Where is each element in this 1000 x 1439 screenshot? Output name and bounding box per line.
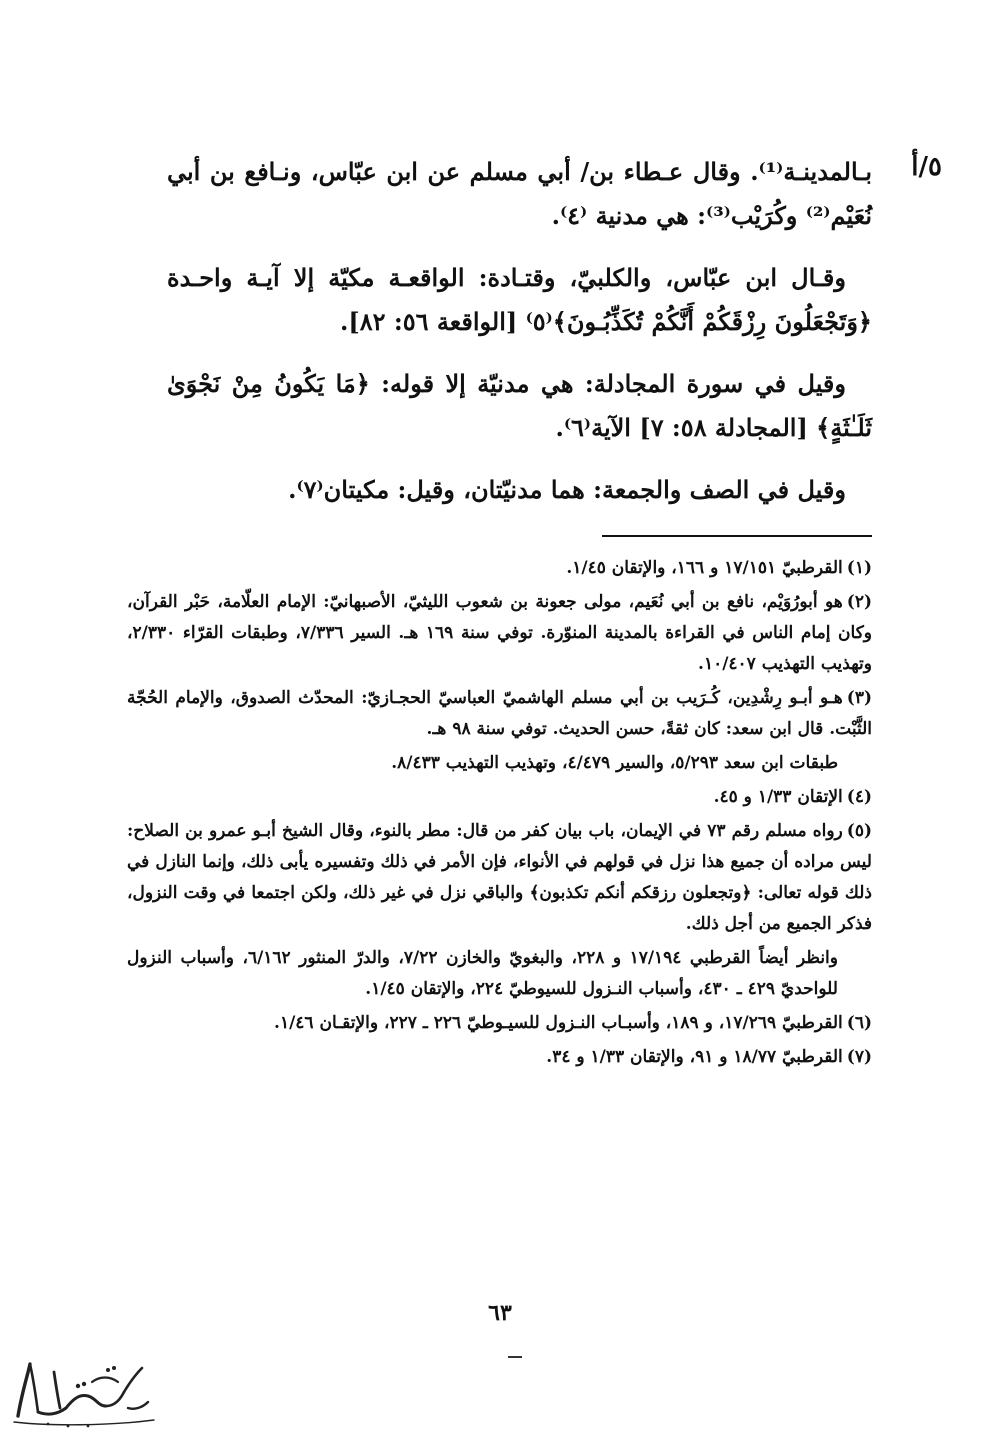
calligraphy-logo-icon	[8, 1352, 158, 1434]
paragraph-4: وقيل في الصف والجمعة: هما مدنيّتان، وقيل: مكيتان⁽٧⁾.	[288, 475, 846, 504]
footnote-5-references: وانظر أيضاً القرطبي ١٧/١٩٤ و ٢٢٨، والبغويّ والخازن ٧/٢٢، والدرّ المنثور ٦/١٦٢، وأسباب النزول للواحديّ ٤٢٩ ـ ٤٣٠، وأسباب النـزول للسيوطيّ ٢٢٤، والإتقان ١/٤٥.	[127, 948, 838, 999]
footnote-3: (٣)هـو أبـو رِشْدِين، كُـرَيب بن أبي مسلم الهاشميّ العباسيّ الحجـازيّ: المحدّث الصدوق، والإمام الحُجّة الثَّبْت. قال ابن سعد: كان ثقةً، حسن الحديث. توفي سنة ٩٨ هـ.	[127, 688, 872, 739]
footnote-1: (١)القرطبيّ ١٧/١٥١ و ١٦٦، والإتقان ١/٤٥.	[566, 558, 872, 578]
main-text	[167, 150, 872, 530]
paragraph-2: وقـال ابن عبّاس، والكلبيّ، وقتـادة: الواقعـة مكيّة إلا آيـة واحـدة ﴿وَتَجْعَلُونَ رِزْقَكُمْ أَنَّكُمْ تُكَذِّبُـونَ﴾⁽٥⁾ [الواقعة ٥٦: ٨٢].	[167, 263, 872, 336]
manuscript-folio-marker: ٥/أ	[911, 152, 942, 182]
footnote-3-sources: طبقات ابن سعد ٥/٢٩٣، والسير ٤/٤٧٩، وتهذيب التهذيب ٨/٤٣٣.	[391, 753, 838, 773]
page-number: ٦٣	[488, 1300, 512, 1326]
footnote-4: (٤)الإتقان ١/٣٣ و ٤٥.	[713, 787, 872, 807]
page-number-dash	[508, 1356, 522, 1358]
footnote-7: (٧)القرطبيّ ١٨/٧٧ و ٩١، والإتقان ١/٣٣ و ٣٤.	[546, 1047, 872, 1067]
footnote-5: (٥)رواه مسلم رقم ٧٣ في الإيمان، باب بيان كفر من قال: مطر بالنوء، وقال الشيخ أبـو عمرو بن الصلاح: ليس مراده أن جميع هذا نزل في قولهم في الأنواء، فإن الأمر في ذلك وتفسيره يأبى ذلك، وإنما النازل في ذلك قوله تعالى: ﴿وتجعلون رزقكم أنكم تكذبون﴾ والباقي نزل في غير ذلك، ولكن اجتمعا في وقت النزول، فذكر الجميع من أجل ذلك.	[127, 821, 873, 934]
footnote-6: (٦)القرطبيّ ١٧/٢٦٩، و ١٨٩، وأسبـاب النـزول للسيـوطيّ ٢٢٦ ـ ٢٢٧، والإتقـان ١/٤٦.	[274, 1013, 872, 1033]
paragraph-3: وقيل في سورة المجادلة: هي مدنيّة إلا قوله: ﴿مَا يَكُونُ مِنْ نَجْوَىٰ ثَلَـٰثَةٍ﴾ [المجادلة ٥٨: ٧] الآية⁽٦⁾.	[167, 369, 872, 442]
footnotes	[127, 553, 872, 1076]
footnote-separator	[602, 535, 872, 537]
footnote-2: (٢)هو أبورُوَيْم، نافع بن أبي نُعَيم، مولى جعونة بن شعوب الليثيّ، الأصبهانيّ: الإمام العلّامة، حَبْر القرآن، وكان إمام الناس في القراءة بالمدينة المنوّرة. توفي سنة ١٦٩ هـ. السير ٧/٣٣٦، وطبقات القرّاء ٢/٣٣٠، وتهذيب التهذيب ١٠/٤٠٧.	[127, 592, 873, 674]
paragraph-1: بـالمدينـة⁽¹⁾. وقال عـطاء بن/ أبي مسلم عن ابن عبّاس، ونـافع بن أبي نُعَيْم⁽²⁾ وكُرَيْب⁽³⁾: هي مدنية ⁽٤⁾.	[167, 157, 872, 230]
